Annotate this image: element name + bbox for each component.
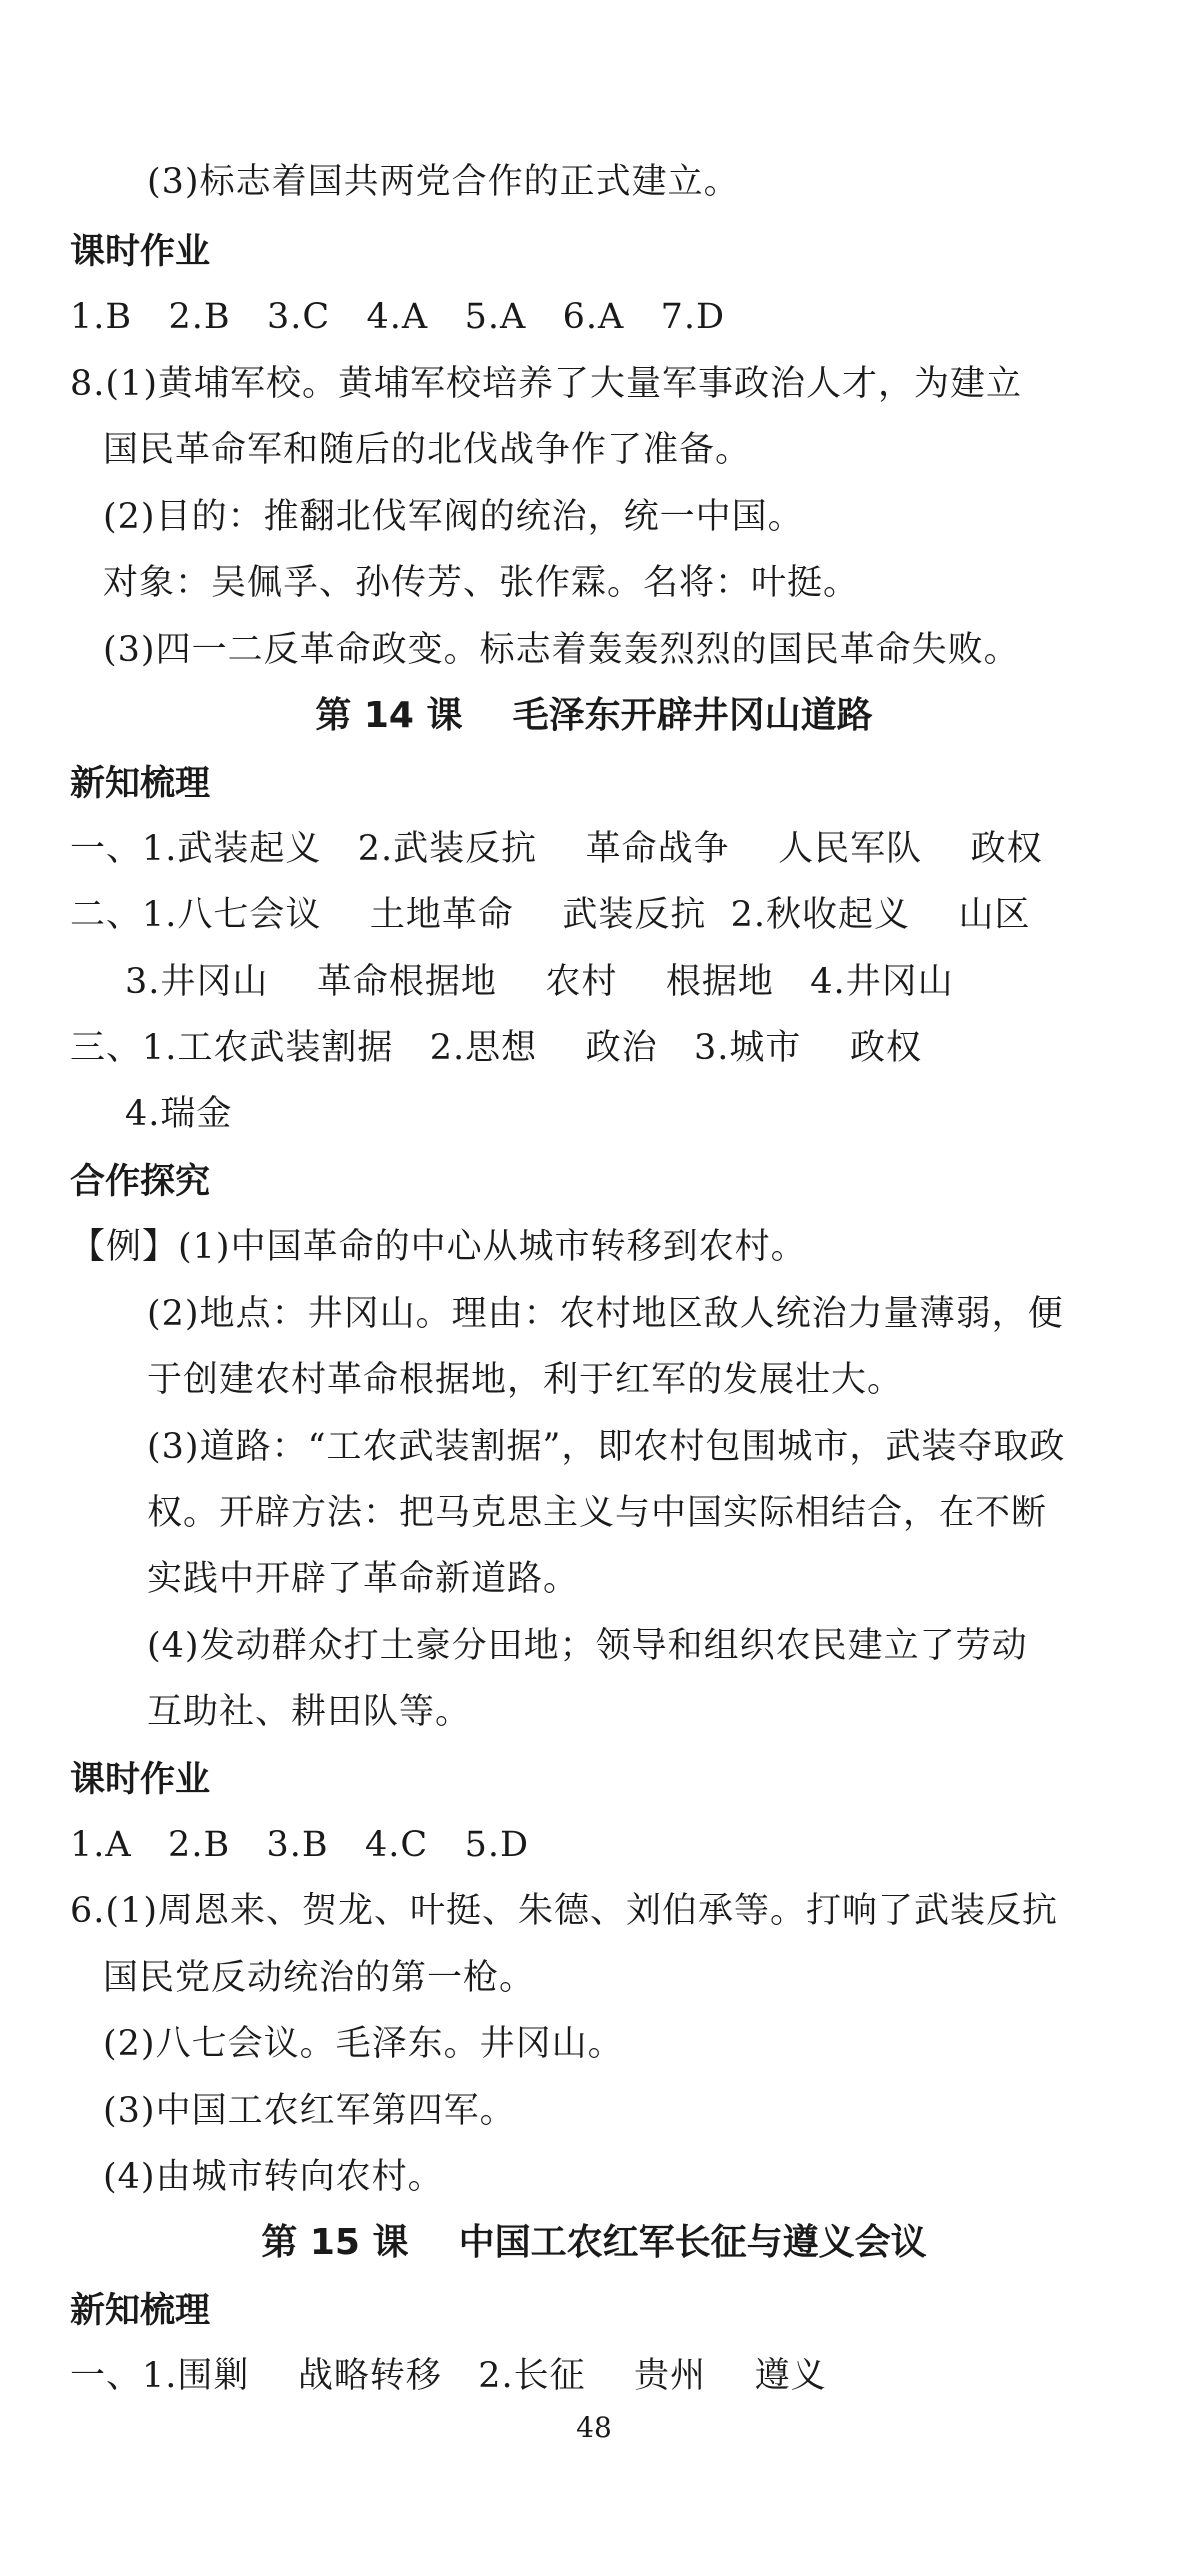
page-number: 48	[576, 2411, 612, 2444]
text-line: 权。开辟方法：把马克思主义与中国实际相结合，在不断	[147, 1493, 1048, 1533]
text-line: 互助社、耕田队等。	[147, 1692, 472, 1732]
text-line: 一、1.围剿 战略转移 2.长征 贵州 遵义	[70, 2356, 827, 2396]
section-heading: 合作探究	[70, 1162, 211, 1202]
text-line: 国民革命军和随后的北伐战争作了准备。	[103, 430, 752, 470]
lesson-title: 第 14 课 毛泽东开辟井冈山道路	[315, 695, 873, 736]
text-line: 于创建农村革命根据地，利于红军的发展壮大。	[147, 1360, 904, 1400]
text-line: 1.B 2.B 3.C 4.A 5.A 6.A 7.D	[70, 297, 726, 337]
section-heading: 课时作业	[70, 1760, 211, 1800]
section-heading: 新知梳理	[70, 2291, 211, 2331]
text-line: 一、1.武装起义 2.武装反抗 革命战争 人民军队 政权	[70, 829, 1043, 869]
section-heading: 新知梳理	[70, 764, 211, 804]
text-line: (2)地点：井冈山。理由：农村地区敌人统治力量薄弱，便	[147, 1294, 1064, 1334]
text-line: (4)发动群众打土豪分田地；领导和组织农民建立了劳动	[147, 1626, 1028, 1666]
text-line: 6.(1)周恩来、贺龙、叶挺、朱德、刘伯承等。打响了武装反抗	[70, 1891, 1058, 1931]
text-line: 4.瑞金	[125, 1094, 233, 1134]
text-line: (2)目的：推翻北伐军阀的统治，统一中国。	[103, 497, 804, 537]
text-line: 国民党反动统治的第一枪。	[103, 1958, 536, 1998]
lesson-title: 第 15 课 中国工农红军长征与遵义会议	[261, 2222, 927, 2263]
text-line: 【例】(1)中国革命的中心从城市转移到农村。	[70, 1227, 807, 1267]
text-line: (3)中国工农红军第四军。	[103, 2091, 516, 2131]
text-line: 1.A 2.B 3.B 4.C 5.D	[70, 1825, 530, 1865]
text-line: (4)由城市转向农村。	[103, 2157, 444, 2197]
text-line: (2)八七会议。毛泽东。井冈山。	[103, 2024, 624, 2064]
text-line: 实践中开辟了革命新道路。	[147, 1559, 580, 1599]
text-line: 3.井冈山 革命根据地 农村 根据地 4.井冈山	[125, 962, 954, 1002]
section-heading: 课时作业	[70, 232, 211, 272]
text-line: 对象：吴佩孚、孙传芳、张作霖。名将：叶挺。	[103, 563, 860, 603]
text-line: (3)标志着国共两党合作的正式建立。	[147, 162, 740, 202]
text-line: (3)四一二反革命政变。标志着轰轰烈烈的国民革命失败。	[103, 630, 1020, 670]
text-line: 三、1.工农武装割据 2.思想 政治 3.城市 政权	[70, 1028, 922, 1068]
text-line: 8.(1)黄埔军校。黄埔军校培养了大量军事政治人才，为建立	[70, 364, 1022, 404]
text-line: 二、1.八七会议 土地革命 武装反抗 2.秋收起义 山区	[70, 895, 1031, 935]
text-line: (3)道路：“工农武装割据”，即农村包围城市，武装夺取政	[147, 1427, 1066, 1467]
